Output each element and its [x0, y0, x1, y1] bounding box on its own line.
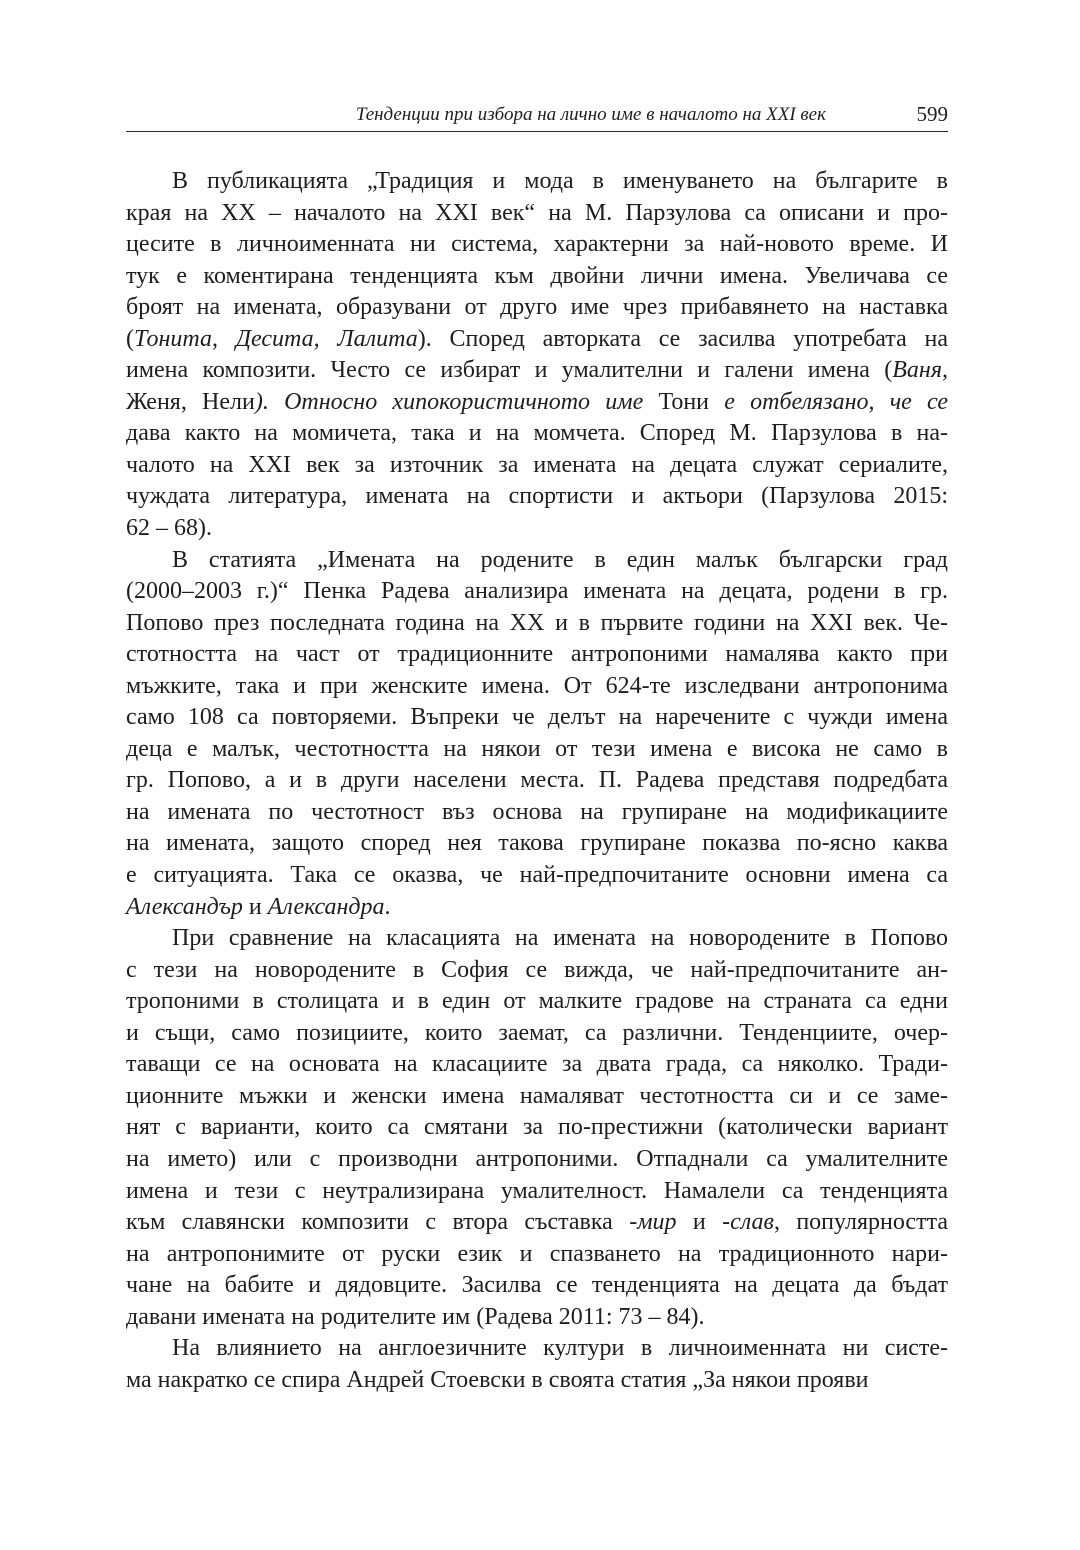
text-line — [126, 1239, 948, 1271]
text-line — [126, 639, 948, 671]
text-run: на името) или с производни антропоними. Отпаднали са умалителните — [126, 1145, 948, 1172]
italic-text: ). Относно хипокористичното име — [254, 388, 659, 415]
text-run: чалото на XXI век за източник за имената на децата служат сериалите, — [126, 451, 948, 478]
text-run: Попово през последната година на XX и в първите години на XXI век. Че- — [126, 609, 948, 636]
body-text — [126, 166, 948, 1396]
text-line — [126, 1049, 948, 1081]
text-line — [126, 1207, 948, 1239]
text-run: с тези на новородените в София се вижда, че най-предпочитаните ан- — [126, 956, 948, 983]
text-run: и — [242, 893, 268, 920]
text-run: ционните мъжки и женски имена намаляват честотността си и се заме- — [126, 1082, 948, 1109]
italic-text: -мир — [629, 1209, 677, 1236]
text-run: на антропонимите от руски език и спазването на традиционното нари- — [126, 1240, 948, 1267]
text-line — [126, 1365, 948, 1397]
text-line — [126, 702, 948, 734]
text-line — [126, 1112, 948, 1144]
text-run: само 108 са повторяеми. Въпреки че делът на наречените с чужди имена — [126, 704, 948, 731]
text-run: чане на бабите и дядовците. Засилва се тенденцията на децата да бъдат — [126, 1272, 948, 1299]
text-line — [126, 955, 948, 987]
text-line — [126, 292, 948, 324]
text-line — [126, 1333, 948, 1365]
text-line — [126, 1302, 948, 1334]
text-run: и — [676, 1209, 723, 1236]
text-line — [126, 671, 948, 703]
text-run: броят на имената, образувани от друго име чрез прибавянето на наставка — [126, 294, 948, 321]
text-run: към славянски композити с втора съставка — [126, 1209, 630, 1236]
text-run: ма накратко се спира Андрей Стоевски в своята статия „За някои прояви — [126, 1366, 869, 1393]
text-line — [126, 198, 948, 230]
text-line — [126, 545, 948, 577]
text-run: При сравнение на класацията на имената на новородените в Попово — [172, 925, 948, 952]
text-line — [126, 1176, 948, 1208]
text-line — [126, 576, 948, 608]
text-line — [126, 828, 948, 860]
text-line — [126, 1270, 948, 1302]
text-line — [126, 418, 948, 450]
text-line — [126, 1144, 948, 1176]
italic-text: е отбелязано, че се — [709, 388, 949, 415]
paragraph — [126, 166, 948, 545]
italic-text: Тонита, Десита, Лалита — [134, 325, 418, 352]
text-line — [126, 923, 948, 955]
text-run: имена композити. Често се избират и умалителни и галени имена ( — [126, 357, 893, 384]
text-run: В публикацията „Традиция и мода в именуването на българите в — [172, 168, 948, 194]
italic-text: Ваня, — [892, 357, 948, 384]
text-line — [126, 734, 948, 766]
text-run: нят с варианти, които са смятани за по-престижни (католически вариант — [126, 1114, 948, 1141]
paragraph — [126, 545, 948, 924]
paragraph — [126, 923, 948, 1333]
text-run: цесите в личноименната ни система, характерни за най-новото време. И — [126, 231, 948, 258]
text-run: ). Според авторката се засилва употребата на — [417, 325, 948, 352]
text-run: таващи се на основата на класациите за двата града, са няколко. Тради- — [126, 1051, 948, 1078]
italic-text: Александра — [267, 893, 385, 920]
text-run: деца е малък, честотността на някои от тези имена е висока не само в — [126, 735, 948, 762]
text-run: края на XX – началото на XXI век“ на М. Парзулова са описани и про- — [126, 199, 948, 226]
text-run: давани имената на родителите им (Радева 2011: 73 – 84). — [126, 1303, 705, 1330]
text-run: на имената по честотност въз основа на групиране на модификациите — [126, 798, 948, 825]
text-run: (2000–2003 г.)“ Пенка Радева анализира имената на децата, родени в гр. — [126, 578, 948, 605]
text-line — [126, 481, 948, 513]
page-number: 599 — [916, 102, 948, 126]
text-run: мъжките, така и при женските имена. От 624-те изследвани антропонима — [126, 672, 948, 699]
text-line — [126, 387, 948, 419]
text-line — [126, 261, 948, 293]
text-run: На влиянието на англоезичните култури в личноименната ни систе- — [172, 1335, 948, 1362]
text-line — [126, 860, 948, 892]
italic-text: -слав — [722, 1209, 774, 1236]
text-run: имена и тези с неутрализирана умалителност. Намалели са тенденцията — [126, 1177, 948, 1204]
text-run: , популярността — [773, 1209, 948, 1236]
text-line — [126, 324, 948, 356]
text-run: е ситуацията. Така се оказва, че най-предпочитаните основни имена са — [126, 862, 948, 889]
text-line — [126, 1081, 948, 1113]
text-line — [126, 229, 948, 261]
text-run: 62 – 68). — [126, 515, 212, 542]
text-line — [126, 450, 948, 482]
text-run: стотността на част от традиционните антропоними намалява както при — [126, 641, 948, 668]
running-title: Тенденции при избора на лично име в началото на XXI век — [355, 104, 826, 125]
text-run: В статията „Имената на родените в един малък български град — [172, 546, 948, 573]
text-line — [126, 797, 948, 829]
text-line — [126, 513, 948, 545]
text-line — [126, 166, 948, 198]
text-run: ( — [126, 325, 134, 352]
paragraph — [126, 1333, 948, 1396]
text-line — [126, 608, 948, 640]
text-run: Тони — [658, 388, 710, 415]
text-run: чуждата литература, имената на спортисти и актьори (Парзулова 2015: — [126, 483, 948, 510]
text-run: . — [384, 893, 391, 920]
running-head — [126, 97, 948, 132]
text-run: на имената, защото според нея такова групиране показва по-ясно каква — [126, 830, 948, 857]
text-run: гр. Попово, а и в други населени места. П. Радева представя подредбата — [126, 767, 948, 794]
text-line — [126, 1018, 948, 1050]
text-run: и същи, само позициите, които заемат, са различни. Тенденциите, очер- — [126, 1019, 948, 1046]
text-line — [126, 765, 948, 797]
text-run: тропоними в столицата и в един от малките градове на страната са едни — [126, 988, 948, 1015]
text-line — [126, 986, 948, 1018]
text-line — [126, 892, 948, 924]
text-line — [126, 355, 948, 387]
text-run: Женя, Нели — [126, 388, 255, 415]
text-run: тук е коментирана тенденцията към двойни лични имена. Увеличава се — [126, 262, 948, 289]
text-run: дава както на момичета, така и на момчета. Според М. Парзулова в на- — [126, 420, 948, 447]
italic-text: Александър — [126, 893, 243, 920]
